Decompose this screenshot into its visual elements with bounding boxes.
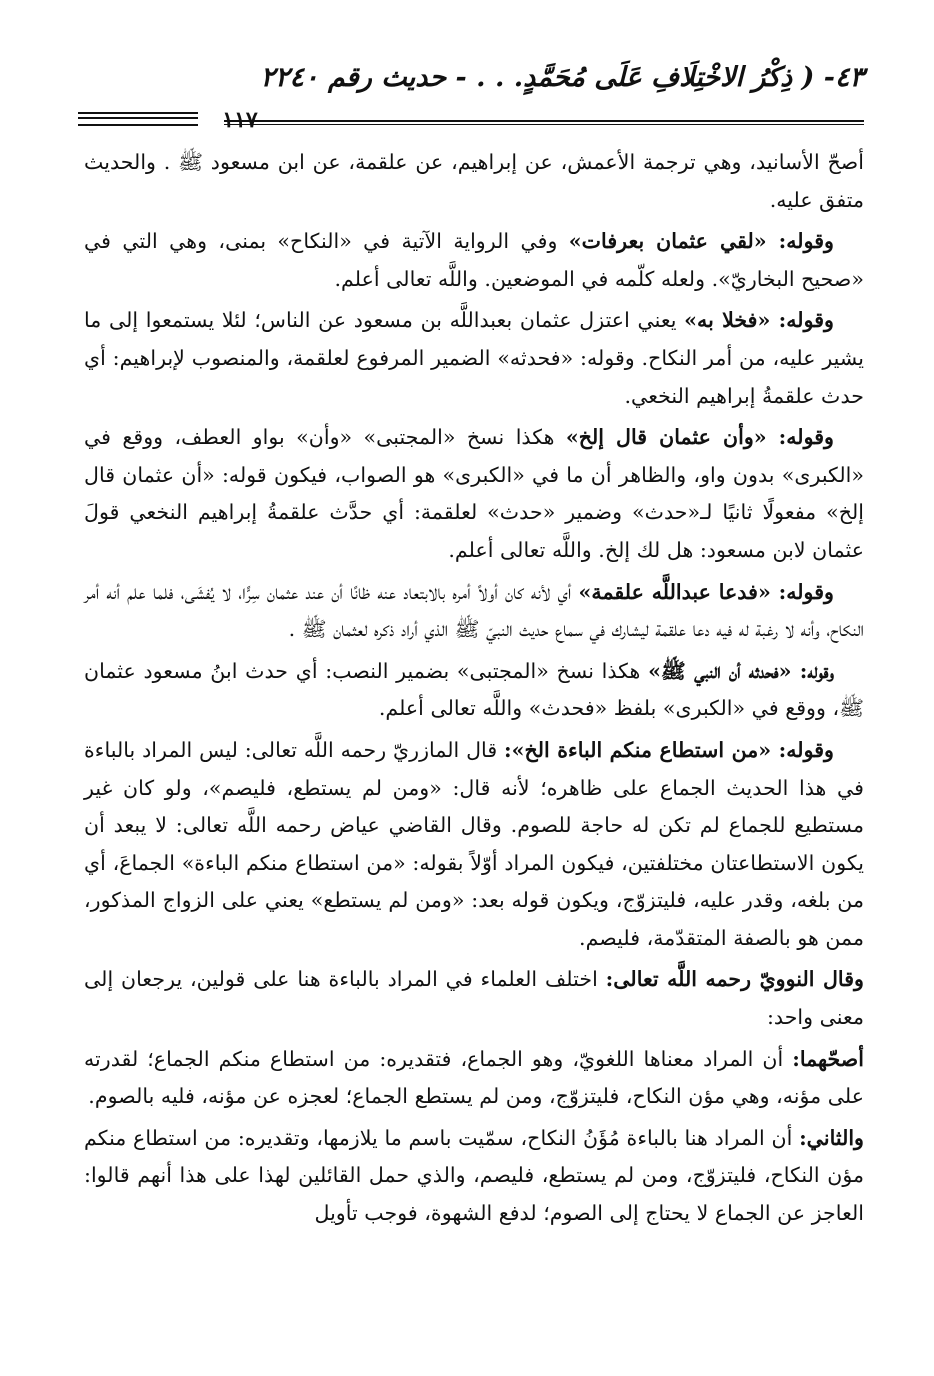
paragraph: أصحّهما: أن المراد معناها اللغويّ، وهو الجماع، فتقديره: من استطاع منكم الجماع؛ لقدرته على مؤنه، وهي مؤن النكاح، فليتزوّج، ومن لم يستطع الجماع؛ لعجزه عن مؤنه، فليه بالصوم. [84, 1046, 864, 1109]
paragraph: وقال النوويّ رحمه اللَّه تعالى: اختلف العلماء في المراد بالباءة هنا على قولين، يرجعان إلى معنى واحد: [84, 967, 864, 1030]
paragraph: وقوله: «فدعا عبداللَّه علقمة» أي لأنه كان أولاً أمره بالابتعاد عنه ظانًا أن عند عثمان سِرًّا، لا يُفشَى، فلما علم أنه أمر النكاح، وأنه لا رغبة له فيه دعا علقمة ليشارك في سماع حديث النبيّ ﷺ الذي أراد ذكره لعثمان ﷺ . [84, 579, 864, 642]
paragraph: أصحّ الأسانيد، وهي ترجمة الأعمش، عن إبراهيم، عن علقمة، عن ابن مسعود ﷺ . والحديث متفق عليه. [84, 150, 864, 212]
header-rule [224, 120, 864, 125]
paragraph: والثاني: أن المراد هنا بالباءة مُؤَنُ النكاح، سمّيت باسم ما يلازمها، وتقديره: من استطاع منكم مؤن النكاح، فليتزوّج، ومن لم يستطع، فليصم، والذي حمل القائلين لهذا على هذا أنهم قالوا: العاجز عن الجماع لا يحتاج إلى الصوم؛ لدفع الشهوة، فوجب تأويل [84, 1125, 865, 1226]
paragraph: وقوله: «وأن عثمان قال إلخ» هكذا نسخ «المجتبى» «وأن» بواو العطف، ووقع في «الكبرى» بدون واو، والظاهر أن ما في «الكبرى» هو الصواب، فيكون قوله: «أن عثمان قال إلخ» مفعولًا ثانيًا لـ«حدث» وضمير «حدث» لعلقمة: أي حدَّث علقمةُ إبراهيم النخعي قولَ عثمان لابن مسعود: هل لك إلخ. واللَّه تعالى أعلم. [84, 425, 864, 562]
page-number: ١١٧ [222, 107, 258, 133]
header-rule-ornament [78, 112, 198, 126]
paragraph: وقوله: «لقي عثمان بعرفات» وفي الرواية الآتية في «النكاح» بمنى، وهي التي في «صحيح البخاريّ». ولعله كلّمه في الموضعين. واللَّه تعالى أعلم. [84, 229, 864, 291]
chapter-heading: ٤٣- ( ذِكْرُ الاخْتِلَافِ عَلَى مُحَمَّدٍ. . . - حديث رقم ٢٢٤٠ [260, 62, 864, 93]
paragraph: وقوله: «فحدثه أن النبي ﷺ» هكذا نسخ «المجتبى» بضمير النصب: أي حدث ابنُ مسعود عثمان ﷺ، ووقع في «الكبرى» بلفظ «فحدث» واللَّه تعالى أعلم. [84, 658, 864, 721]
page-body [84, 144, 864, 1233]
running-header [84, 60, 864, 136]
paragraph: وقوله: «من استطاع منكم الباءة الخ»: قال المازريّ رحمه اللَّه تعالى: ليس المراد بالباءة في هذا الحديث الجماع على ظاهره؛ لأنه قال: «ومن لم يستطع، فليصم»، ولو كان غير مستطيع للجماع لم تكن له حاجة للصوم. وقال القاضي عياض رحمه اللَّه تعالى: لا يبعد أن يكون الاستطاعتان مختلفتين، فيكون المراد أوّلاً بقوله: «من استطاع منكم الباءة» الجماعَ، أي من بلغه، وقدر عليه، فليتزوّج، ويكون قوله بعد: «ومن لم يستطع» يعني على الزواج المذكور، ممن هو بالصفة المتقدّمة، فليصم. [84, 737, 864, 950]
book-page [84, 60, 864, 1360]
paragraph: وقوله: «فخلا به» يعني اعتزل عثمان بعبداللَّه بن مسعود عن الناس؛ لئلا يستمعوا إلى ما يشير عليه، من أمر النكاح. وقوله: «فحدثه» الضمير المرفوع لعلقمة، والمنصوب لإبراهيم: أي حدث علقمةُ إبراهيم النخعي. [84, 308, 864, 408]
